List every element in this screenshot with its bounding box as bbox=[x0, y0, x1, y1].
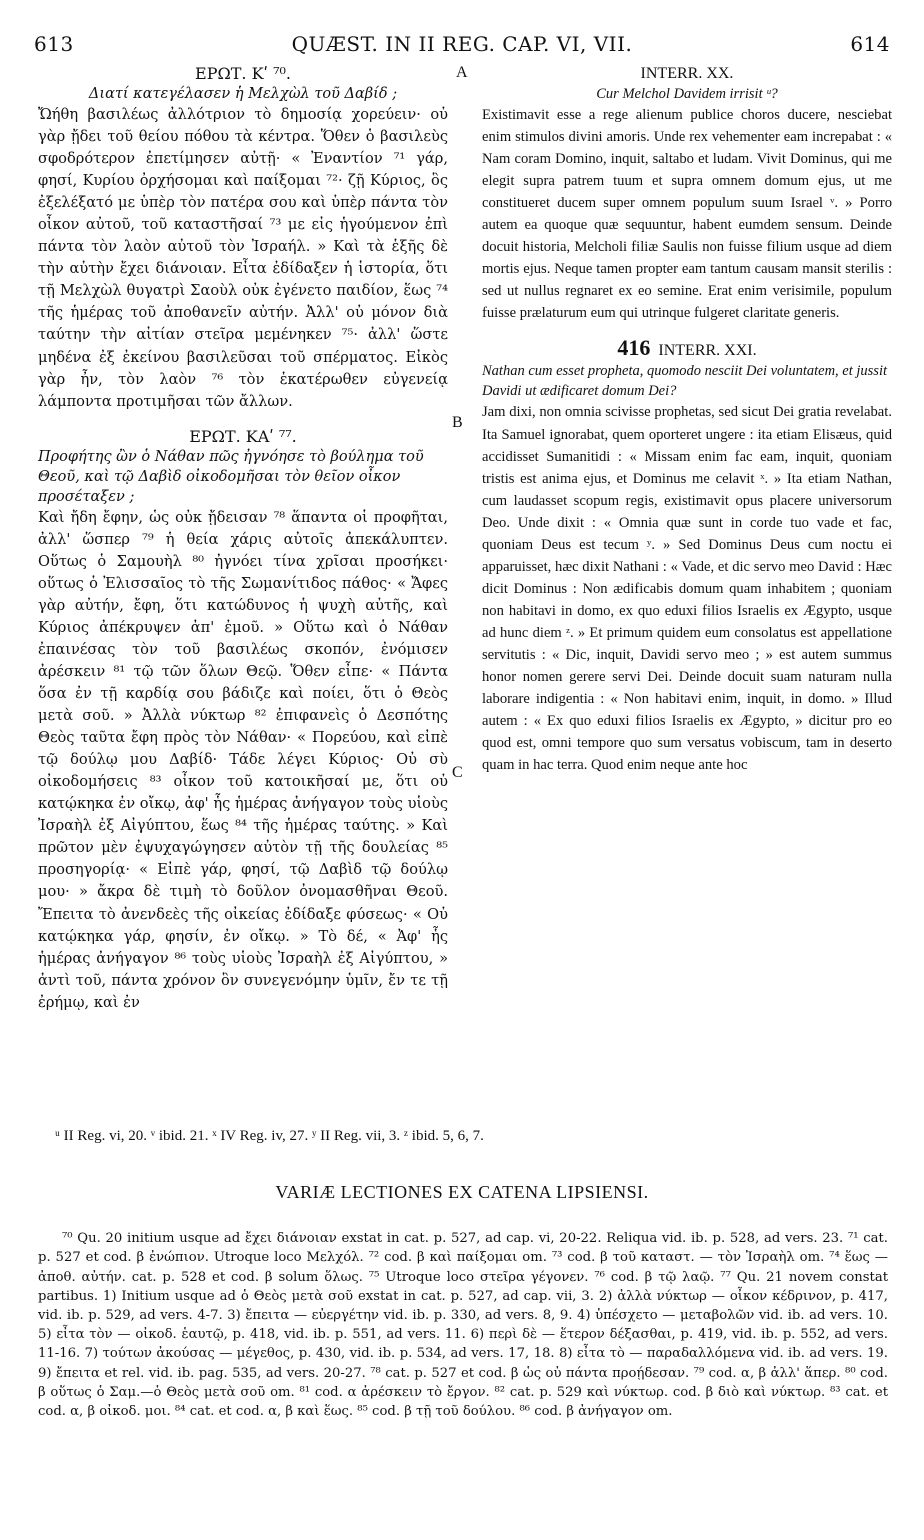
margin-letter-a: A bbox=[456, 64, 468, 81]
running-title: QUÆST. IN II REG. CAP. VI, VII. bbox=[291, 32, 633, 56]
running-header bbox=[30, 32, 894, 60]
greek-column bbox=[38, 64, 448, 1014]
margin-letter-c: C bbox=[452, 764, 463, 781]
variae-lectiones-text: ⁷⁰ Qu. 20 initium usque ad ἔχει διάνοιαν exstat in cat. p. 527, ad cap. vi, 20-22. Reliqua vid. ib. p. 528, ad vers. 23. ⁷¹ cat. p. 527 et cod. β ἐνώπιον. Utroque loco Μελχόλ. ⁷² cod. β καὶ παίξομαι om. ⁷³ cod. β τοῦ καταστ. — τὸν Ἰσραὴλ om. ⁷⁴ ἕως — ἀποθ. αὐτήν. cat. p. 528 et cod. β solum ὅλως. ⁷⁵ Utroque loco στεῖρα γέγονεν. ⁷⁶ cod. β τῷ λαῷ. ⁷⁷ Qu. 21 novem constat partibus. 1) Initium usque ad ὁ Θεὸς μετὰ σοῦ exstat in cat. p. 527, ad cap. vii, 3. 2) ἀλλὰ νύκτωρ — οἶκον κέδρινον, p. 417, vid. ib. p. 529, ad vers. 4-7. 3) ἔπειτα — εὐεργέτην vid. ib. p. 330, ad vers. 8, 9. 4) ὑπέσχετο — μεταβολῶν vid. ib. ad vers. 10. 5) εἶτα τὸν — οἰκοδ. ἑαυτῷ, p. 418, vid. ib. p. 551, ad vers. 11. 6) περὶ δὲ — ἕτερον δέξασθαι, p. 419, vid. ib. p. 552, ad vers. 11-16. 7) τούτων ἀκούσας — μέγεθος, p. 430, vid. ib. p. 534, ad vers. 17, 18. 8) εἶτα τὸ — παραδαλλόμενα vid. ib. ad vers. 19. 9) ἔπειτα et rel. vid. ib. pag. 535, ad vers. 20-27. ⁷⁸ cat. p. 527 et cod. β ὡς οὐ πάντα προῄδεσαν. ⁷⁹ cod. α, β ἀλλ' ἅπερ. ⁸⁰ cod. β οὕτως ὁ Σαμ.—ὁ Θεὸς μετὰ σοῦ om. ⁸¹ cod. α ἀρέσκειν τὸ ἔργον. ⁸² cat. p. 529 καὶ νύκτωρ. cod. β διὸ καὶ νύκτωρ. ⁸³ cat. et cod. α, β οἰκοδ. μοι. ⁸⁴ cat. et cod. α, β καὶ ἕως. ⁸⁵ cod. β τῇ τοῦ δούλου. ⁸⁶ cod. β ἀνήγαγον om. bbox=[38, 1231, 888, 1420]
greek-q21-heading: ΕΡΩΤ. ΚΑʹ ⁷⁷. bbox=[189, 426, 297, 446]
latin-column bbox=[482, 64, 892, 776]
latin-q21-heading: INTERR. XXI. bbox=[658, 342, 757, 360]
greek-q21-text: Καὶ ἤδη ἔφην, ὡς οὐκ ᾔδεισαν ⁷⁸ ἅπαντα οἱ προφῆται, ἀλλ' ὥσπερ ⁷⁹ ἡ θεία χάρις αὐτοῖς ἀπεκάλυπτεν. Οὕτως ὁ Σαμουὴλ ⁸⁰ ἠγνόει τίνα χρῖσαι προσήκει· οὕτως ὁ Ἐλισσαῖος τὸ τῆς Σωμανίτιδος πάθος· « Ἄφες γὰρ αὐτήν, ἔφη, ὅτι κατώδυνος ἡ ψυχὴ αὐτῆς, καὶ Κύριος ἀπέκρυψεν ἀπ' ἐμοῦ. » Οὕτω καὶ ὁ Νάθαν ἐπαινέσας τὸν τοῦ βασιλέως σκοπόν, ἐνόμισεν ἀρέσκειν ⁸¹ τῷ τῶν ὅλων Θεῷ. Ὅθεν εἶπε· « Πάντα ὅσα ἐν τῇ καρδίᾳ σου βάδιζε καὶ ποίει, ὅτι ὁ Θεὸς μετὰ σοῦ. » Ἀλλὰ νύκτωρ ⁸² ἐπιφανεὶς ὁ Δεσπότης Θεὸς ταῦτα ἔφη πρὸς τὸν Νάθαν· « Πορεύου, καὶ εἰπὲ τῷ δούλῳ μου Δαβίδ· Τάδε λέγει Κύριος· Οὐ σὺ οἰκοδομήσεις ⁸³ οἶκον τοῦ κατοικῆσαί με, ὅτι οὐ κατῴκηκα ἐν οἴκῳ, ἀφ' ἧς ἡμέρας ἀνήγαγον τοὺς υἱοὺς Ἰσραὴλ ἐξ Αἰγύπτου, ἕως ⁸⁴ τῆς ἡμέρας ταύτης. » Καὶ πρῶτον μὲν ἐψυχαγώγησεν αὐτὸν τῇ τῆς δουλείας ⁸⁵ προσηγορίᾳ· « Εἰπὲ γάρ, φησί, τῷ Δαβὶδ τῷ δούλῳ μου· » ἄκρα δὲ τιμὴ τὸ δοῦλον ὀνομασθῆναι Θεοῦ. Ἔπειτα τὸ ἀνενδεὲς τῆς οἰκείας ἐδίδαξε φύσεως· « Οὐ κατῴκηκα γάρ, φησίν, ἐν οἴκῳ. » Τὸ δέ, « Ἀφ' ἧς ἡμέρας ἀνήγαγον ⁸⁶ τοὺς υἱοὺς Ἰσραὴλ ἐξ Αἰγύπτου, » ἀντὶ τοῦ, πάντα χρόνον ὃν συνεγενόμην ὑμῖν, ἔν τε τῇ ἐρήμῳ, καὶ ἐν bbox=[38, 508, 448, 1011]
scripture-footnotes: ᵘ II Reg. vi, 20. ᵛ ibid. 21. ˣ IV Reg. iv, 27. ʸ II Reg. vii, 3. ᶻ ibid. 5, 6, 7. bbox=[55, 1128, 484, 1144]
latin-q21-question: Nathan cum esset propheta, quomodo nesciit Dei voluntatem, et jussit Davidi ut ædificaret domum Dei? bbox=[482, 363, 888, 400]
column-number: 416 bbox=[617, 335, 651, 361]
greek-q20-text: Ὤήθη βασιλέως ἀλλότριον τὸ δημοσίᾳ χορεύειν· οὐ γὰρ ᾔδει τοῦ θείου πόθου τὰ κέντρα. Ὅθεν ὁ βασιλεὺς σφοδρότερον ἐπετίμησεν αὐτῇ· « Ἐναντίον ⁷¹ γάρ, φησί, Κυρίου ὀρχήσομαι καὶ παίξομαι ⁷²· ζῇ Κύριος, ὃς ἐξελέξατό με ὑπὲρ τὸν πατέρα σου καὶ ὑπὲρ πάντα τὸν οἶκον αὐτοῦ, τοῦ καταστῆσαί ⁷³ με εἰς ἡγούμενον ἐπὶ πάντα τὸν λαὸν αὐτοῦ τὸν Ἰσραήλ. » Καὶ τὰ ἑξῆς δὲ τὴν αὐτὴν ἔχει διάνοιαν. Εἶτα ἐδίδαξεν ἡ ἱστορία, ὅτι τῇ Μελχὼλ θυγατρὶ Σαοὺλ οὐκ ἐγένετο παιδίον, ἕως ⁷⁴ τῆς ἡμέρας τοῦ ἀποθανεῖν αὐτήν. Ἀλλ' οὐ μόνον διὰ ταύτην τὴν αἰτίαν στεῖρα μεμένηκεν ⁷⁵· ἀλλ' ὥστε μηδένα ἐξ ἐκείνου βασιλεῦσαι τοῦ σπέρματος. Εἰκὸς γὰρ ἦν, τὸν λαὸν ⁷⁶ τὸν ἑκατέρωθεν εὐγενείᾳ λάμποντα προτιμῆσαι τῶν ἄλλων. bbox=[38, 106, 448, 410]
latin-q21-text: Jam dixi, non omnia scivisse prophetas, sed sicut Dei gratia revelabat. Ita Samuel ignorabat, quem oporteret ungere : ita etiam Elisæus, quid accidisset Sumanitidi : « Missam enim fac eam, inquit, quoniam tristis est anima ejus, et Dominus me celavit ˣ. » Ita etiam Nathan, cum laudasset scopum regis, existimavit opus placere universorum Deo. Unde dixit : « Omnia quæ sunt in corde tuo vade et fac, quoniam Deus est tecum ʸ. » Sed Dominus Deus cum noctu ei apparuisset, hæc dixit Nathani : « Vade, et dic servo meo David : Hæc dicit Dominus : Non ædificabis domum quam inhabitem ; quoniam non habitavi in domo, ex quo eduxi filios Israelis ex Ægypto, usque ad hunc diem ᶻ. » Et primum quidem eum consolatus est appellatione servitutis : « Dic, inquit, Davidi servo meo ; » est autem summus honor nomen gerere servi Dei. Deinde docuit suam naturam nulla laborare indigentia : « Non habitavi enim, inquit, in domo. » Illud autem : « Ex quo eduxi filios Israelis ex Ægypto, » dicitur pro eo quod est, omni tempore quo sum versatus vobiscum, tam in deserto quam in hac terra. Quod enim neque ante hoc bbox=[482, 404, 892, 774]
variae-lectiones-title: VARIÆ LECTIONES EX CATENA LIPSIENSI. bbox=[275, 1182, 649, 1202]
greek-q21-question: Προφήτης ὢν ὁ Νάθαν πῶς ἠγνόησε τὸ βούλημα τοῦ Θεοῦ, καὶ τῷ Δαβὶδ οἰκοδομῆσαι τὸν θεῖον οἶκον προσέταξεν ; bbox=[38, 448, 424, 505]
latin-q20-text: Existimavit esse a rege alienum publice choros ducere, nesciebat enim stimulos divini amoris. Unde rex vehementer eam increpabat : « Nam coram Domino, inquit, saltabo et ludam. Vivit Dominus, qui me elegit supra patrem tuum et supra omnem domum ejus, ut me constitueret ducem super omnem populum suum Israel ᵛ. » Porro autem ea quoque quæ sequuntur, habent eumdem sensum. Deinde docuit historia, Melcholi filiæ Saulis non fuisse filium usque ad diem mortis ejus. Neque tamen propter eam tantum causam mansit sterilis : sed ut nullus regnaret ex eo semine. Erat enim verisimile, populum fuisse prælaturum eum qui utrinque fulgeret claritate generis. bbox=[482, 107, 892, 322]
page-number-right: 614 bbox=[850, 32, 890, 56]
latin-q20-question: Cur Melchol Davidem irrisit ᵘ? bbox=[596, 86, 778, 102]
latin-q20-heading: INTERR. XX. bbox=[640, 65, 734, 82]
margin-letter-b: B bbox=[452, 414, 463, 431]
page-number-left: 613 bbox=[34, 32, 74, 56]
greek-q20-heading: ΕΡΩΤ. Κʹ ⁷⁰. bbox=[195, 64, 291, 83]
greek-q20-question: Διατί κατεγέλασεν ἡ Μελχὼλ τοῦ Δαβίδ ; bbox=[88, 86, 398, 102]
latin-q21-header bbox=[482, 335, 892, 361]
